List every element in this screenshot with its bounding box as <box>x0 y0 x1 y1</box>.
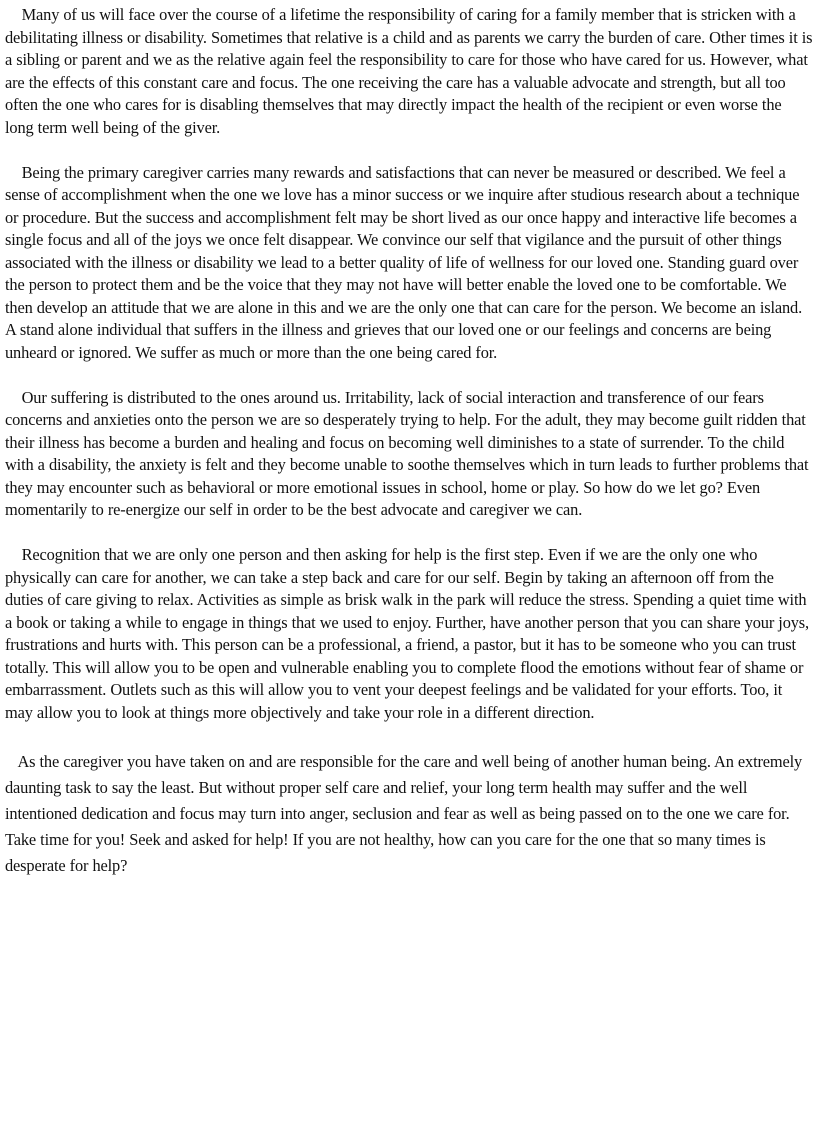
paragraph-4: Recognition that we are only one person and then asking for help is the first step. Even if we are the only one who physically can care for another, we can take a step back and care for our self. Begin by taking an afternoon off from the duties of care giving to relax. Activities as simple as brisk walk in the park will reduce the stress. Spending a quiet time with a book or taking a while to engage in things that we used to enjoy. Further, have another person that you can share your joys, frustrations and hurts with. This person can be a professional, a friend, a pastor, but it has to be someone who you can trust totally. This will allow you to be open and vulnerable enabling you to complete flood the emotions without fear of shame or embarrassment. Outlets such as this will allow you to vent your deepest feelings and be validated for your efforts. Too, it may allow you to look at things more objectively and take your role in a different direction. <box>5 545 814 722</box>
paragraph-5: As the caregiver you have taken on and are responsible for the care and well being of another human being. An extremely daunting task to say the least. But without proper self care and relief, your long term health may suffer and the well intentioned dedication and focus may turn into anger, seclusion and fear as well as being passed on to the one we care for. Take time for you! Seek and asked for help! If you are not healthy, how can you care for the one that so many times is desperate for help? <box>5 751 807 875</box>
paragraph-2: Being the primary caregiver carries many rewards and satisfactions that can never be measured or described. We feel a sense of accomplishment when the one we love has a minor success or we inquire after studious research about a technique or procedure. But the success and accomplishment felt may be short lived as our once happy and interactive life becomes a single focus and all of the joys we once felt disappear. We convince our self that vigilance and the pursuit of other things associated with the illness or disability we lead to a better quality of life of wellness for our loved one. Standing guard over the person to protect them and be the voice that they may not have will better enable the loved one to be comfortable. We then develop an attitude that we are alone in this and we are the only one that can care for the person. We become an island. A stand alone individual that suffers in the illness and grieves that our loved one or our feelings and concerns are being unheard or ignored. We suffer as much or more than the one being cared for. <box>5 162 806 362</box>
paragraph-spacer <box>5 139 813 162</box>
article-body <box>5 4 817 879</box>
paragraph-spacer <box>5 522 813 545</box>
paragraph-3: Our suffering is distributed to the ones around us. Irritability, lack of social interaction and transference of our fears concerns and anxieties onto the person we are so desperately trying to help. For the adult, they may become guilt ridden that their illness has become a burden and healing and focus on becoming well diminishes to a state of surrender. To the child with a disability, the anxiety is felt and they become unable to soothe themselves which in turn leads to further problems that they may encounter such as behavioral or more emotional issues in school, home or play. So how do we let go? Even momentarily to re-energize our self in order to be the best advocate and caregiver we can. <box>5 387 813 519</box>
paragraph-1: Many of us will face over the course of a lifetime the responsibility of caring for a family member that is stricken with a debilitating illness or disability. Sometimes that relative is a child and as parents we carry the burden of care. Other times it is a sibling or parent and we as the relative again feel the responsibility to care for those who have cared for us. However, what are the effects of this constant care and focus. The one receiving the care has a valuable advocate and strength, but all too often the one who cares for is disabling themselves that may directly impact the health of the recipient or even worse the long term well being of the giver. <box>5 5 817 137</box>
paragraph-spacer <box>5 724 813 747</box>
paragraph-spacer <box>5 364 813 387</box>
